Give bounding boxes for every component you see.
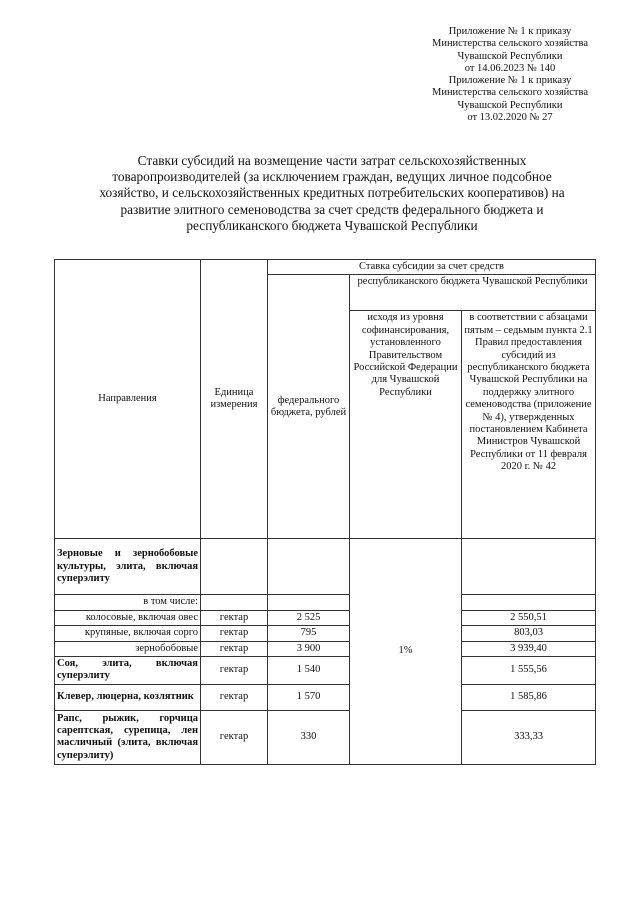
row-unit: гектар [201, 626, 268, 641]
row-unit: гектар [201, 610, 268, 625]
header-unit: Единица измерения [201, 260, 268, 539]
header-accordance: в соответствии с абзацами пятым – седьмым пункта 2.1 Правил предоставления субсидий из республиканского бюджета Чувашской Республики на поддержку элитного семеноводства (приложение № 4), утвержденных постановлением Кабинета Министров Чувашской Республики от 11 февраля 2020 г. № 42 [462, 311, 596, 539]
document-title: Ставки субсидий на возмещение части затрат сельскохозяйственных товаропроизводителей (за исключением граждан, ведущих личное подсобное хозяйство, и сельскохозяйственных кредитных потребительских кооперативов) на развитие элитного семеноводства за счет средств федерального бюджета и республиканского бюджета Чувашской Республики [99, 153, 565, 233]
row-cofinance-merged: 1% [350, 539, 462, 764]
row-unit: гектар [201, 641, 268, 656]
row-direction: в том числе: [55, 595, 201, 610]
row-direction: Соя, элита, включая суперэлиту [55, 657, 201, 685]
row-accordance: 803,03 [462, 626, 596, 641]
header-republic-group: республиканского бюджета Чувашской Республики [350, 275, 596, 311]
appendix-line: от 13.02.2020 № 27 [467, 112, 553, 124]
table-row [55, 684, 596, 710]
appendix-line: Министерства сельского хозяйства [431, 38, 588, 50]
appendix-line: Чувашской Республики [457, 99, 563, 111]
appendix-line: Приложение № 1 к приказу [448, 75, 572, 87]
row-unit: гектар [201, 710, 268, 764]
row-accordance: 1 585,86 [462, 684, 596, 710]
row-direction: Зерновые и зернобобовые культуры, элита, включая суперэлиту [55, 539, 201, 595]
row-accordance [462, 539, 596, 595]
table-row [55, 710, 596, 764]
row-federal: 330 [268, 710, 350, 764]
row-direction: крупяные, включая сорго [55, 626, 201, 641]
row-direction: Клевер, люцерна, козлятник [55, 684, 201, 710]
table-row [55, 641, 596, 656]
table-row [55, 595, 596, 610]
row-unit [201, 595, 268, 610]
row-unit: гектар [201, 684, 268, 710]
row-direction: Рапс, рыжик, горчица сарептская, сурепица, лен масличный (элита, включая суперэлиту) [55, 710, 201, 764]
row-federal: 1 570 [268, 684, 350, 710]
appendix-line: Министерства сельского хозяйства [431, 87, 588, 99]
row-federal: 1 540 [268, 657, 350, 685]
row-accordance [462, 595, 596, 610]
header-cofinance: исходя из уровня софинансирования, установленного Правительством Российской Федерации для Чувашской Республики [350, 311, 462, 539]
row-unit [201, 539, 268, 595]
row-direction: колосовые, включая овес [55, 610, 201, 625]
table-row [55, 539, 596, 595]
row-accordance: 1 555,56 [462, 657, 596, 685]
header-rate-group: Ставка субсидии за счет средств [268, 260, 596, 275]
table-row [55, 657, 596, 685]
table-row [55, 626, 596, 641]
table-row [55, 610, 596, 625]
row-direction: зернобобовые [55, 641, 201, 656]
appendix-line: Приложение № 1 к приказу [448, 26, 572, 37]
header-direction: Направления [55, 260, 201, 539]
row-accordance: 2 550,51 [462, 610, 596, 625]
row-federal: 3 900 [268, 641, 350, 656]
appendix-line: Чувашской Республики [457, 50, 563, 62]
row-accordance: 3 939,40 [462, 641, 596, 656]
row-federal: 795 [268, 626, 350, 641]
subsidy-rates-table [54, 259, 596, 765]
row-unit: гектар [201, 657, 268, 685]
header-federal: федерального бюджета, рублей [268, 275, 350, 539]
row-accordance: 333,33 [462, 710, 596, 764]
row-federal [268, 595, 350, 610]
appendix-header [400, 26, 620, 124]
row-federal [268, 539, 350, 595]
row-federal: 2 525 [268, 610, 350, 625]
appendix-line: от 14.06.2023 № 140 [464, 62, 556, 74]
